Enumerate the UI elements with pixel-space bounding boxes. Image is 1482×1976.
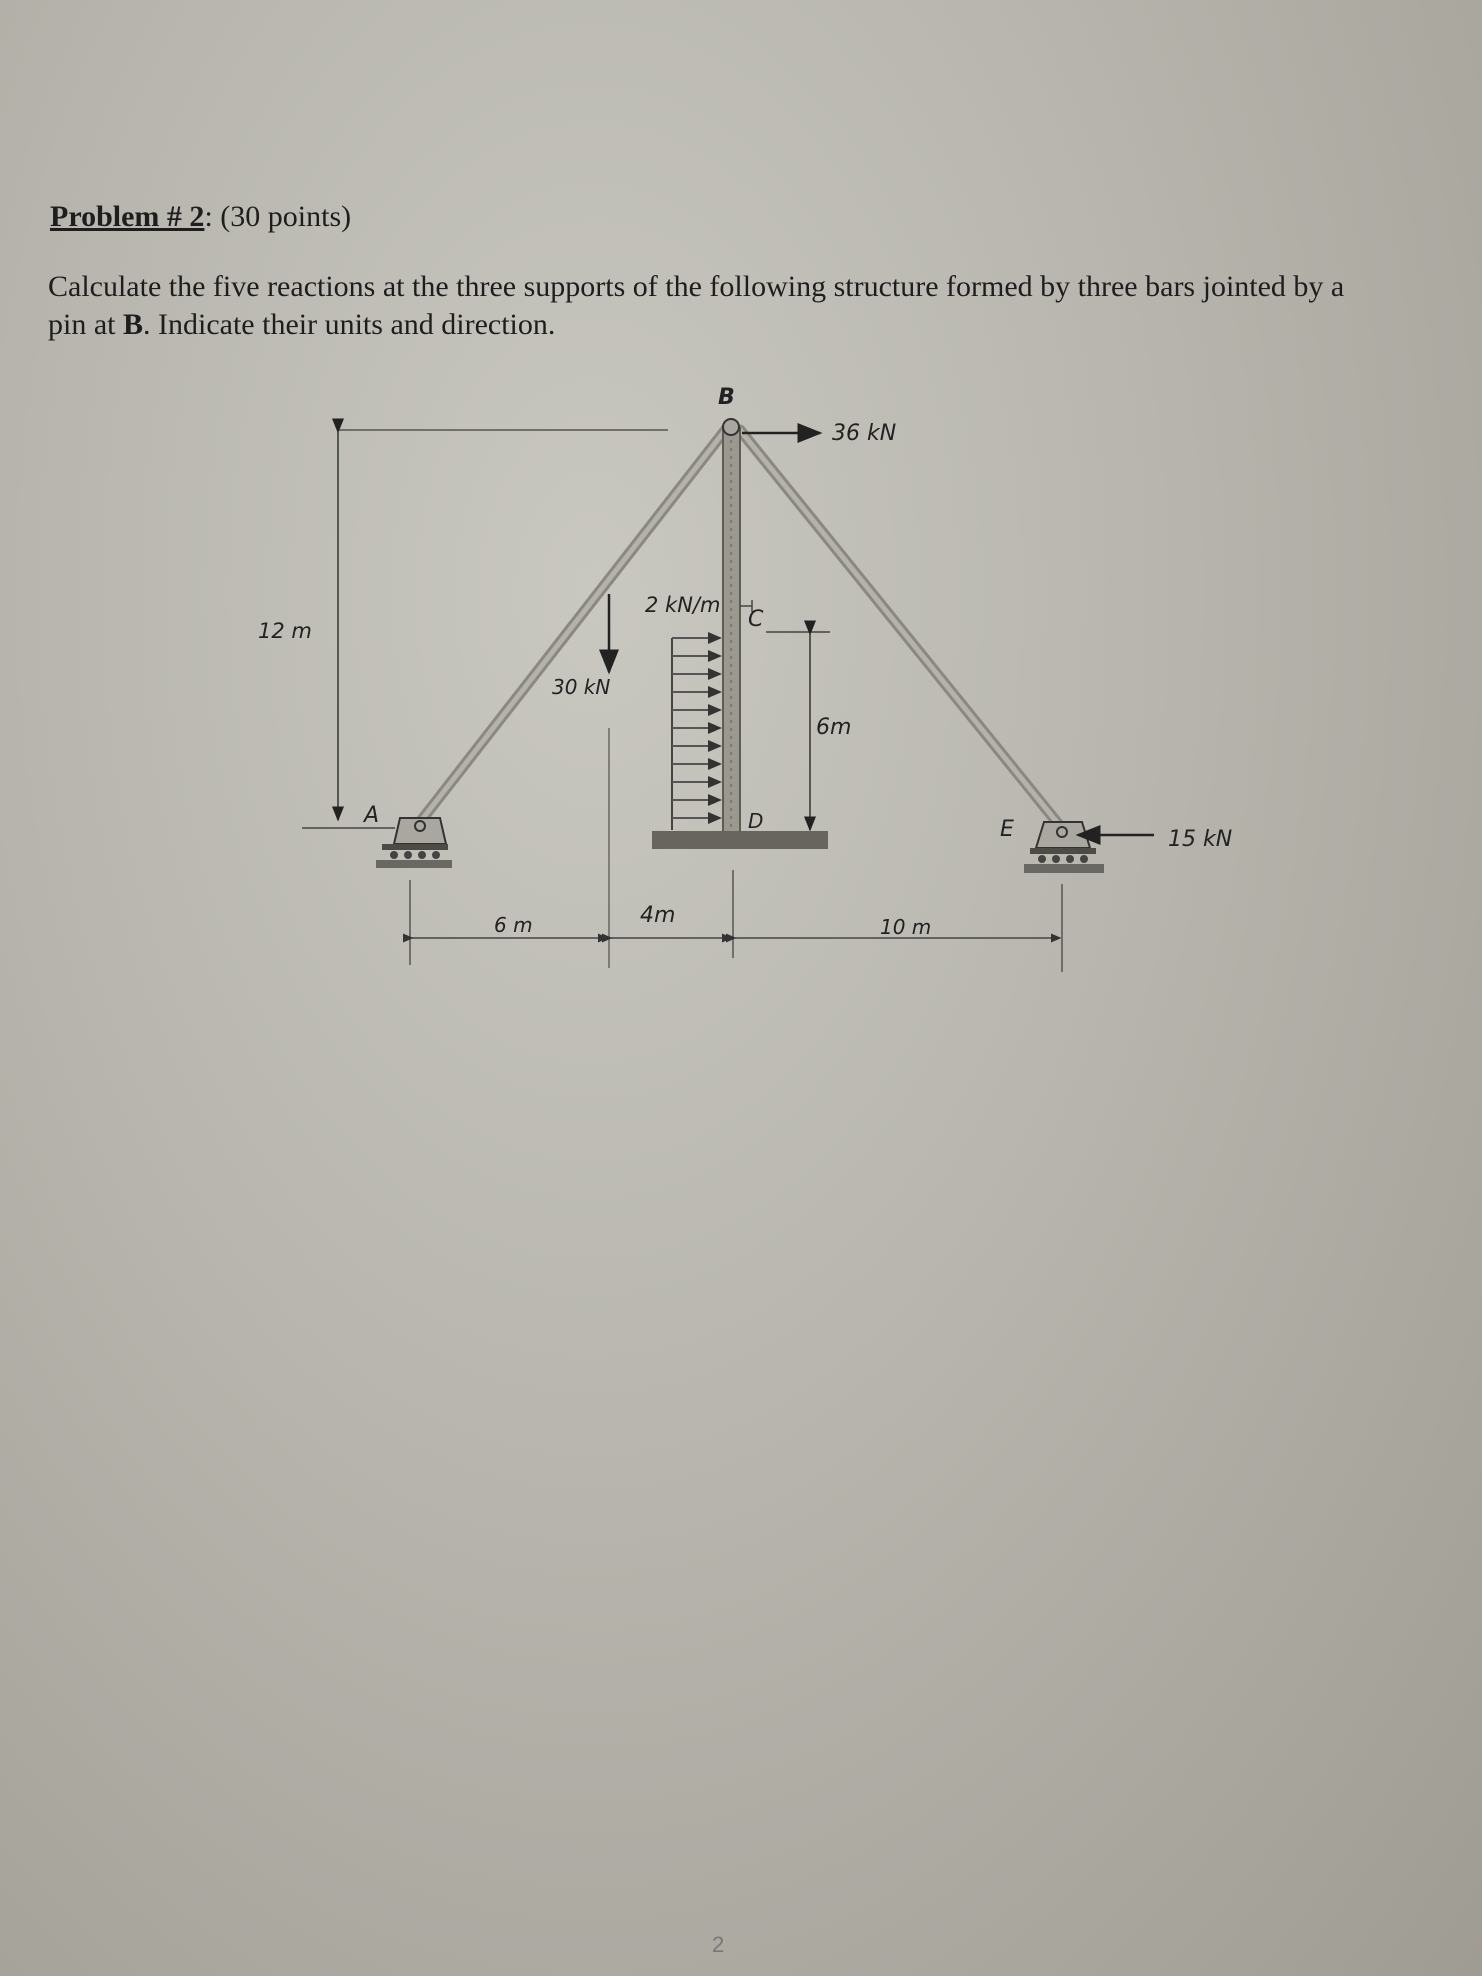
label-distributed-load: 2 kN/m (645, 593, 721, 617)
label-15kn: 15 kN (1168, 827, 1233, 852)
problem-number: Problem # 2 (50, 200, 205, 233)
problem-points: (30 points) (220, 200, 352, 233)
load-15kn (1078, 827, 1232, 852)
problem-heading: Problem # 2: (30 points) (50, 200, 352, 233)
statement-text-end: . Indicate their units and direction. (143, 308, 556, 341)
fixed-support-d (652, 831, 828, 849)
dimension-6m-vertical (766, 632, 851, 830)
label-c: C (748, 607, 764, 632)
distributed-load (645, 593, 720, 830)
label-4m-span: 4m (640, 903, 676, 928)
roller-support-e (1024, 822, 1104, 873)
label-30kn: 30 kN (552, 675, 611, 699)
statement-pin: B (123, 308, 144, 341)
page-number: 2 (712, 1932, 725, 1957)
statement-text: Calculate the five reactions at the three supports of the following structure formed by three bars jointed by a pin at (48, 270, 1345, 341)
pin-b (723, 419, 739, 435)
label-a: A (364, 803, 380, 828)
label-36kn: 36 kN (832, 421, 897, 446)
dimension-chain-bottom (410, 870, 1062, 972)
label-e: E (1000, 817, 1014, 842)
load-36kn (742, 421, 896, 446)
label-b: B (718, 385, 735, 410)
label-6m-span: 6 m (494, 913, 533, 937)
label-12m: 12 m (258, 619, 312, 643)
label-6m-vertical: 6m (816, 715, 852, 740)
label-10m-span: 10 m (880, 915, 932, 939)
label-d: D (748, 809, 764, 833)
roller-support-a (376, 818, 452, 868)
